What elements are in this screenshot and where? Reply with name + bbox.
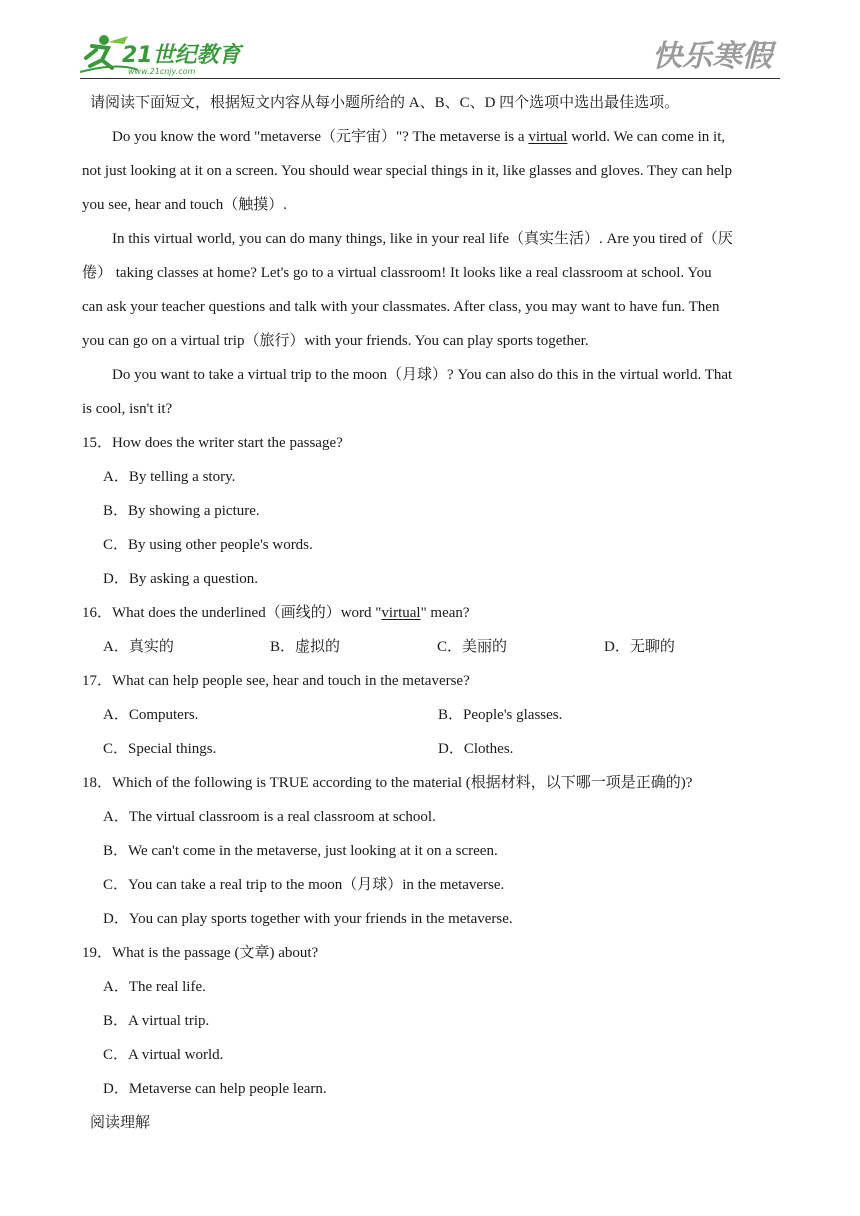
logo-left-title: 21世纪教育 xyxy=(122,43,241,68)
stem-text: 16．What does the underlined（画线的）word " xyxy=(82,605,382,621)
option-a[interactable]: A．真实的 xyxy=(103,639,174,655)
option-d[interactable]: D．By asking a question. xyxy=(103,571,258,587)
option-b[interactable]: B．People's glasses. xyxy=(438,707,563,723)
passage-p1-line3: you see, hear and touch（触摸）. xyxy=(82,197,287,213)
logo-21cnjy xyxy=(78,32,248,78)
option-d[interactable]: D．Clothes. xyxy=(438,741,514,757)
header-divider xyxy=(80,78,780,79)
question-stem: 17．What can help people see, hear and touch in the metaverse? xyxy=(82,673,470,689)
passage-p2-line2: 倦） taking classes at home? Let's go to a virtual classroom! It looks like a real classroom at school. You xyxy=(82,265,712,281)
document-body xyxy=(82,86,774,1140)
page-header xyxy=(0,0,860,86)
passage-p2-line3: can ask your teacher questions and talk with your classmates. After class, you may want to have fun. Then xyxy=(82,299,720,315)
section-label: 阅读理解 xyxy=(90,1115,151,1131)
options-row xyxy=(82,630,774,664)
passage-text: Do you know the word "metaverse（元宇宙）"? The metaverse is a xyxy=(112,129,529,145)
option-b[interactable]: B．We can't come in the metaverse, just looking at it on a screen. xyxy=(103,843,498,859)
question-stem: 19．What is the passage (文章) about? xyxy=(82,945,319,961)
option-a[interactable]: A．Computers. xyxy=(103,707,199,723)
option-c[interactable]: C．By using other people's words. xyxy=(103,537,313,553)
option-d[interactable]: D．无聊的 xyxy=(604,639,675,655)
option-b[interactable]: B．虚拟的 xyxy=(270,639,341,655)
option-c[interactable]: C．A virtual world. xyxy=(103,1047,224,1063)
option-b[interactable]: B．A virtual trip. xyxy=(103,1013,210,1029)
options-row xyxy=(82,698,774,732)
options-row xyxy=(82,732,774,766)
option-c[interactable]: C．You can take a real trip to the moon（月球）in the metaverse. xyxy=(103,877,505,893)
question-18 xyxy=(82,766,774,936)
passage-p1-line2: not just looking at it on a screen. You should wear special things in it, like glasses and gloves. They can help xyxy=(82,163,733,179)
question-19 xyxy=(82,936,774,1106)
option-a[interactable]: A．By telling a story. xyxy=(103,469,236,485)
underlined-word: virtual xyxy=(528,129,568,145)
underlined-word: virtual xyxy=(381,605,421,621)
passage-p2-line1: In this virtual world, you can do many things, like in your real life（真实生活）. Are you tired of（厌 xyxy=(112,231,733,247)
option-b[interactable]: B．By showing a picture. xyxy=(103,503,260,519)
option-a[interactable]: A．The virtual classroom is a real classroom at school. xyxy=(103,809,436,825)
question-stem: 18．Which of the following is TRUE according to the material (根据材料，以下哪一项是正确的)? xyxy=(82,775,693,791)
question-16 xyxy=(82,596,774,664)
passage xyxy=(82,120,774,426)
option-d[interactable]: D．You can play sports together with your friends in the metaverse. xyxy=(103,911,513,927)
passage-text: world. We can come in it, xyxy=(567,129,726,145)
passage-p3-line1: Do you want to take a virtual trip to the moon（月球）? You can also do this in the virtual world. That xyxy=(112,367,733,383)
instruction: 请阅读下面短文，根据短文内容从每小题所给的 A、B、C、D 四个选项中选出最佳选项。 xyxy=(90,95,680,111)
logo-happy-winter-vacation xyxy=(648,22,784,80)
question-17 xyxy=(82,664,774,766)
passage-p2-line4: you can go on a virtual trip（旅行）with your friends. You can play sports together. xyxy=(82,333,589,349)
option-a[interactable]: A．The real life. xyxy=(103,979,206,995)
question-stem: 15．How does the writer start the passage? xyxy=(82,435,343,451)
question-stem xyxy=(82,596,774,630)
option-c[interactable]: C．Special things. xyxy=(103,741,217,757)
logo-right-title: 快乐寒假 xyxy=(652,39,772,74)
passage-p3-line2: is cool, isn't it? xyxy=(82,401,173,417)
option-c[interactable]: C．美丽的 xyxy=(437,639,508,655)
logo-left-url: www.21cnjy.com xyxy=(128,67,196,76)
passage-p1-line1 xyxy=(82,120,774,154)
stem-text: " mean? xyxy=(420,605,470,621)
option-d[interactable]: D．Metaverse can help people learn. xyxy=(103,1081,327,1097)
question-15 xyxy=(82,426,774,596)
